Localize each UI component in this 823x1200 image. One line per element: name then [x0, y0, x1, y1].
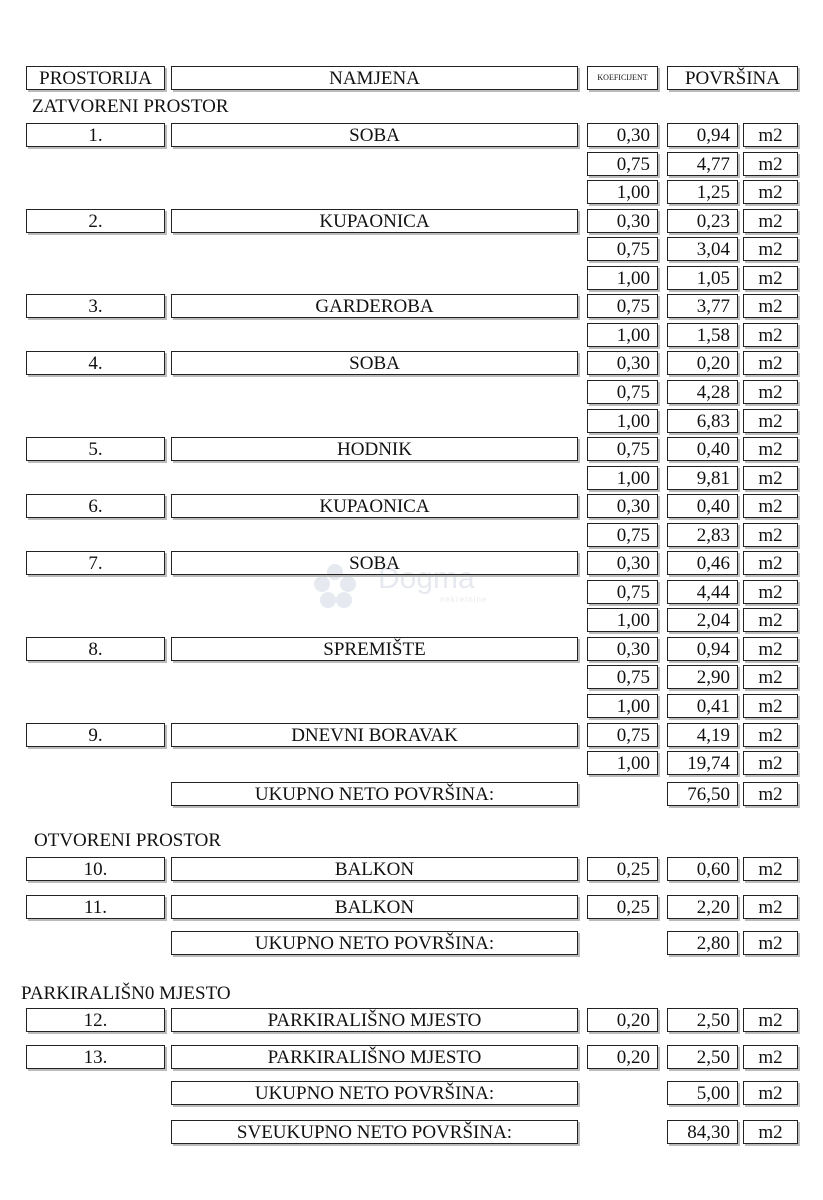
coefficient-cell: 0,75 — [587, 152, 658, 176]
room-name-cell: GARDEROBA — [171, 294, 578, 318]
room-number-cell: 2. — [26, 209, 165, 233]
area-value-cell: 2,90 — [667, 665, 738, 689]
coefficient-cell: 0,30 — [587, 551, 658, 575]
unit-cell: m2 — [743, 209, 798, 233]
room-name-cell: HODNIK — [171, 437, 578, 461]
unit-cell: m2 — [743, 931, 798, 955]
section-zatvoreni-prostor: ZATVORENI PROSTOR — [32, 96, 229, 117]
coefficient-cell: 0,25 — [587, 895, 658, 919]
header-koeficijent: KOEFICIJENT — [587, 66, 658, 90]
header-povrsina: POVRŠINA — [667, 66, 798, 90]
area-value-cell: 0,41 — [667, 694, 738, 718]
area-value-cell: 0,94 — [667, 637, 738, 661]
header-prostorija: PROSTORIJA — [26, 66, 165, 90]
room-number-cell: 6. — [26, 494, 165, 518]
unit-cell: m2 — [743, 237, 798, 261]
unit-cell: m2 — [743, 608, 798, 632]
grand-total-label: SVEUKUPNO NETO POVRŠINA: — [171, 1120, 578, 1144]
room-name-cell: KUPAONICA — [171, 209, 578, 233]
coefficient-cell: 1,00 — [587, 323, 658, 347]
unit-cell: m2 — [743, 380, 798, 404]
coefficient-cell: 0,75 — [587, 580, 658, 604]
coefficient-cell: 0,75 — [587, 237, 658, 261]
unit-cell: m2 — [743, 665, 798, 689]
total-zatvoreni-value: 76,50 — [667, 782, 738, 806]
area-value-cell: 4,77 — [667, 152, 738, 176]
unit-cell: m2 — [743, 409, 798, 433]
coefficient-cell: 1,00 — [587, 466, 658, 490]
area-value-cell: 2,20 — [667, 895, 738, 919]
unit-cell: m2 — [743, 123, 798, 147]
coefficient-cell: 0,30 — [587, 494, 658, 518]
area-value-cell: 0,23 — [667, 209, 738, 233]
area-value-cell: 0,46 — [667, 551, 738, 575]
unit-cell: m2 — [743, 551, 798, 575]
area-value-cell: 19,74 — [667, 751, 738, 775]
unit-cell: m2 — [743, 152, 798, 176]
unit-cell: m2 — [743, 494, 798, 518]
area-value-cell: 6,83 — [667, 409, 738, 433]
room-number-cell: 4. — [26, 351, 165, 375]
total-otvoreni-value: 2,80 — [667, 931, 738, 955]
coefficient-cell: 0,20 — [587, 1045, 658, 1069]
area-value-cell: 4,19 — [667, 723, 738, 747]
room-number-cell: 10. — [26, 857, 165, 881]
coefficient-cell: 1,00 — [587, 409, 658, 433]
area-value-cell: 3,77 — [667, 294, 738, 318]
coefficient-cell: 0,30 — [587, 351, 658, 375]
area-value-cell: 4,44 — [667, 580, 738, 604]
room-number-cell: 9. — [26, 723, 165, 747]
total-parking-value: 5,00 — [667, 1081, 738, 1105]
total-otvoreni-label: UKUPNO NETO POVRŠINA: — [171, 931, 578, 955]
coefficient-cell: 1,00 — [587, 694, 658, 718]
area-value-cell: 9,81 — [667, 466, 738, 490]
room-name-cell: SPREMIŠTE — [171, 637, 578, 661]
dogma-watermark-logo: Dogma nekretnine — [300, 558, 530, 618]
coefficient-cell: 1,00 — [587, 266, 658, 290]
coefficient-cell: 0,30 — [587, 123, 658, 147]
room-number-cell: 7. — [26, 551, 165, 575]
unit-cell: m2 — [743, 294, 798, 318]
grand-total-value: 84,30 — [667, 1120, 738, 1144]
coefficient-cell: 0,75 — [587, 665, 658, 689]
unit-cell: m2 — [743, 782, 798, 806]
room-name-cell: BALKON — [171, 857, 578, 881]
unit-cell: m2 — [743, 751, 798, 775]
area-value-cell: 2,50 — [667, 1008, 738, 1032]
unit-cell: m2 — [743, 523, 798, 547]
unit-cell: m2 — [743, 895, 798, 919]
total-zatvoreni-label: UKUPNO NETO POVRŠINA: — [171, 782, 578, 806]
room-name-cell: SOBA — [171, 123, 578, 147]
room-name-cell: SOBA — [171, 551, 578, 575]
unit-cell: m2 — [743, 180, 798, 204]
unit-cell: m2 — [743, 694, 798, 718]
area-value-cell: 0,94 — [667, 123, 738, 147]
room-number-cell: 8. — [26, 637, 165, 661]
room-name-cell: PARKIRALIŠNO MJESTO — [171, 1045, 578, 1069]
room-number-cell: 11. — [26, 895, 165, 919]
room-name-cell: PARKIRALIŠNO MJESTO — [171, 1008, 578, 1032]
unit-cell: m2 — [743, 437, 798, 461]
area-value-cell: 1,25 — [667, 180, 738, 204]
room-number-cell: 12. — [26, 1008, 165, 1032]
area-value-cell: 0,20 — [667, 351, 738, 375]
room-name-cell: DNEVNI BORAVAK — [171, 723, 578, 747]
area-value-cell: 1,05 — [667, 266, 738, 290]
unit-cell: m2 — [743, 351, 798, 375]
unit-cell: m2 — [743, 266, 798, 290]
area-value-cell: 2,04 — [667, 608, 738, 632]
unit-cell: m2 — [743, 1120, 798, 1144]
section-otvoreni-prostor: OTVORENI PROSTOR — [34, 830, 222, 851]
coefficient-cell: 0,75 — [587, 437, 658, 461]
coefficient-cell: 1,00 — [587, 608, 658, 632]
coefficient-cell: 0,75 — [587, 380, 658, 404]
unit-cell: m2 — [743, 1081, 798, 1105]
unit-cell: m2 — [743, 723, 798, 747]
area-value-cell: 2,50 — [667, 1045, 738, 1069]
coefficient-cell: 1,00 — [587, 180, 658, 204]
unit-cell: m2 — [743, 580, 798, 604]
coefficient-cell: 1,00 — [587, 751, 658, 775]
coefficient-cell: 0,30 — [587, 209, 658, 233]
room-number-cell: 13. — [26, 1045, 165, 1069]
area-value-cell: 0,40 — [667, 494, 738, 518]
unit-cell: m2 — [743, 1008, 798, 1032]
unit-cell: m2 — [743, 857, 798, 881]
header-namjena: NAMJENA — [171, 66, 578, 90]
room-number-cell: 1. — [26, 123, 165, 147]
room-name-cell: BALKON — [171, 895, 578, 919]
area-value-cell: 3,04 — [667, 237, 738, 261]
total-parking-label: UKUPNO NETO POVRŠINA: — [171, 1081, 578, 1105]
area-value-cell: 2,83 — [667, 523, 738, 547]
section-parkiraliste: PARKIRALIŠN0 MJESTO — [21, 983, 231, 1004]
area-value-cell: 4,28 — [667, 380, 738, 404]
area-value-cell: 1,58 — [667, 323, 738, 347]
room-number-cell: 5. — [26, 437, 165, 461]
coefficient-cell: 0,75 — [587, 294, 658, 318]
area-value-cell: 0,60 — [667, 857, 738, 881]
coefficient-cell: 0,75 — [587, 723, 658, 747]
coefficient-cell: 0,20 — [587, 1008, 658, 1032]
room-number-cell: 3. — [26, 294, 165, 318]
room-name-cell: SOBA — [171, 351, 578, 375]
coefficient-cell: 0,30 — [587, 637, 658, 661]
coefficient-cell: 0,75 — [587, 523, 658, 547]
area-value-cell: 0,40 — [667, 437, 738, 461]
unit-cell: m2 — [743, 466, 798, 490]
unit-cell: m2 — [743, 637, 798, 661]
room-name-cell: KUPAONICA — [171, 494, 578, 518]
unit-cell: m2 — [743, 323, 798, 347]
unit-cell: m2 — [743, 1045, 798, 1069]
coefficient-cell: 0,25 — [587, 857, 658, 881]
